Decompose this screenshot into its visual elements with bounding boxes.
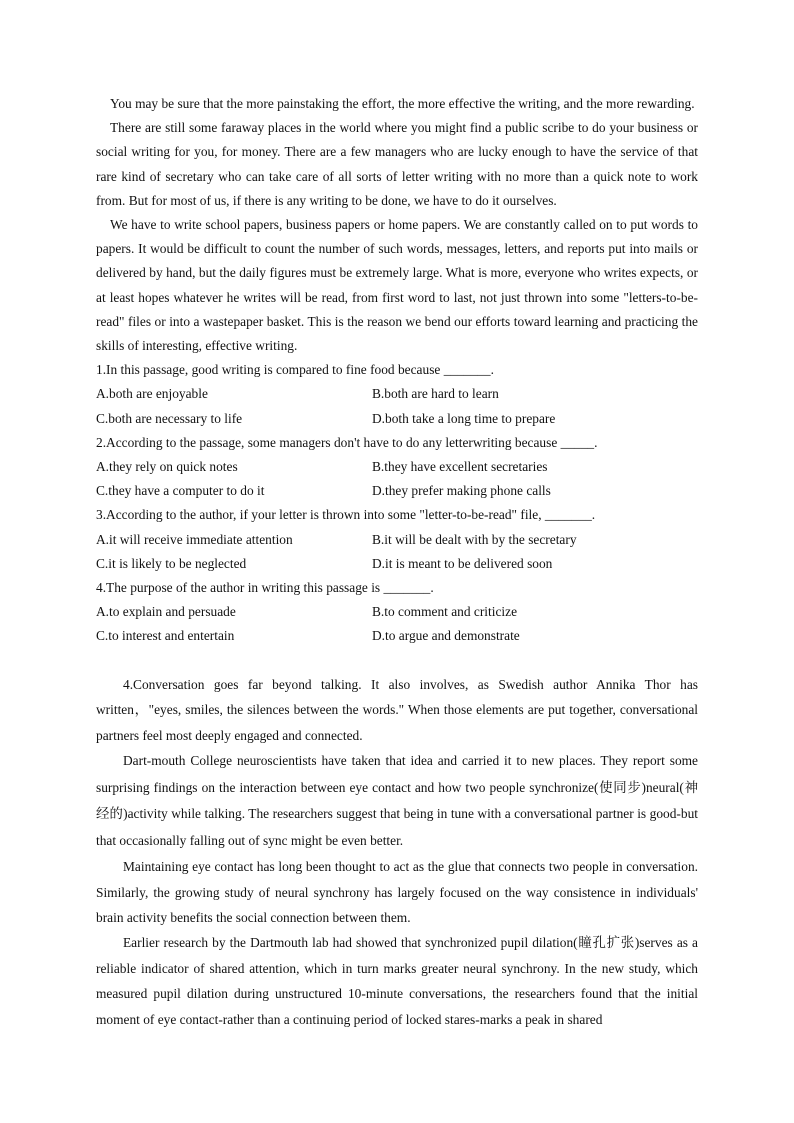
passage-2	[96, 672, 698, 1032]
passage-1-paragraph: You may be sure that the more painstaking the effort, the more effective the writing, and the more rewarding.	[110, 96, 695, 111]
question-4	[96, 576, 698, 649]
passage-2-paragraph: Earlier research by the Dartmouth lab had showed that synchronized pupil dilation(瞳孔扩张)serves as a reliable indicator of shared attention, which in turn marks greater neural synchrony. In the new study, which measured pupil dilation during unstructured 10-minute conversations, the researchers found that the initial moment of eye contact-rather than a continuing period of locked stares-marks a peak in shared	[96, 935, 698, 1027]
question-3	[96, 503, 698, 576]
option-a: A.to explain and persuade	[96, 604, 236, 620]
passage-2-paragraph: 4.Conversation goes far beyond talking. It also involves, as Swedish author Annika Thor has written，"eyes, smiles, the silences between the words." When those elements are put together, conversational partners feel most deeply engaged and connected.	[96, 677, 698, 743]
passage-1-paragraph: We have to write school papers, business papers or home papers. We are constantly called on to put words to papers. It would be difficult to count the number of such words, messages, letters, and reports put into mails or delivered by hand, but the daily figures must be extremely large. What is more, everyone who writes expects, or at least hopes whatever he writes will be read, from first word to last, not just thrown into some "letters-to-be-read" files or into a wastepaper basket. This is the reason we bend our efforts toward learning and practicing the skills of interesting, effective writing.	[96, 217, 698, 354]
option-row	[96, 624, 698, 648]
option-a: A.it will receive immediate attention	[96, 531, 293, 547]
passage-1	[96, 92, 698, 648]
question-2	[96, 431, 698, 504]
option-row	[96, 455, 698, 479]
passage-2-paragraph: Dart-mouth College neuroscientists have taken that idea and carried it to new places. They report some surprising findings on the interaction between eye contact and how two people synchronize(使同步)neural(神经的)activity while talking. The researchers suggest that being in tune with a conversational partner is good-but that occasionally falling out of sync might be even better.	[96, 753, 698, 848]
option-b: B.it will be dealt with by the secretary	[372, 531, 577, 547]
option-a: A.both are enjoyable	[96, 386, 208, 402]
passage-2-paragraph: Maintaining eye contact has long been thought to act as the glue that connects two people in conversation. Similarly, the growing study of neural synchrony has largely focused on the way consistence in individuals' brain activity benefits the social connection between them.	[96, 859, 698, 926]
option-d: D.to argue and demonstrate	[372, 628, 520, 644]
option-row	[96, 528, 698, 552]
option-row	[96, 382, 698, 406]
option-row	[96, 479, 698, 503]
option-a: A.they rely on quick notes	[96, 458, 238, 474]
option-d: D.both take a long time to prepare	[372, 410, 556, 426]
option-row	[96, 407, 698, 431]
question-stem: 3.According to the author, if your letter is thrown into some "letter-to-be-read" file, _______.	[96, 507, 596, 523]
question-stem: 4.The purpose of the author in writing this passage is _______.	[96, 579, 434, 595]
question-stem: 2.According to the passage, some managers don't have to do any letterwriting because _____.	[96, 434, 598, 450]
option-b: B.to comment and criticize	[372, 604, 518, 620]
option-c: C.they have a computer to do it	[96, 483, 265, 499]
passage-1-paragraph: There are still some faraway places in the world where you might find a public scribe to do your business or social writing for you, for money. There are a few managers who are lucky enough to have the service of that rare kind of secretary who can take care of all sorts of letter writing with no more than a quick note to work from. But for most of us, if there is any writing to be done, we have to do it ourselves.	[96, 120, 698, 208]
question-stem: 1.In this passage, good writing is compared to fine food because _______.	[96, 362, 494, 378]
option-d: D.they prefer making phone calls	[372, 483, 551, 499]
option-d: D.it is meant to be delivered soon	[372, 555, 553, 571]
option-b: B.both are hard to learn	[372, 386, 499, 402]
option-c: C.it is likely to be neglected	[96, 555, 247, 571]
option-c: C.both are necessary to life	[96, 410, 243, 426]
option-row	[96, 600, 698, 624]
option-row	[96, 552, 698, 576]
option-c: C.to interest and entertain	[96, 628, 235, 644]
question-1	[96, 358, 698, 431]
option-b: B.they have excellent secretaries	[372, 458, 548, 474]
